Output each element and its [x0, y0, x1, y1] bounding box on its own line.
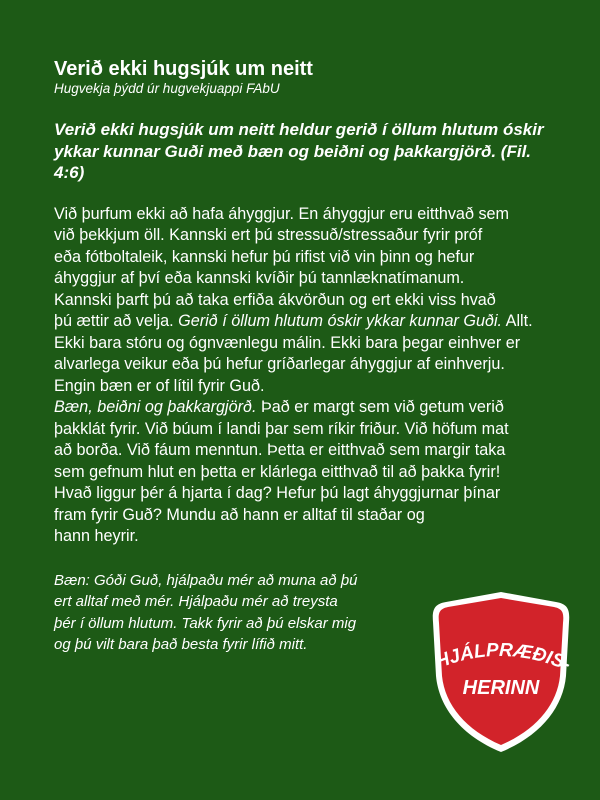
logo-text-arc: HJÁLPRÆÐIS- — [432, 639, 574, 676]
body-line: Við þurfum ekki að hafa áhyggjur. En áhyggjur eru eitthvað sem — [54, 204, 510, 223]
body-line: Hvað liggur þér á hjarta í dag? Hefur þú lagt áhyggjurnar þínar — [54, 484, 501, 502]
devotional-body — [54, 204, 574, 548]
body-line: við þekkjum öll. Kannski ert þú stressuð/stressaður fyrir próf — [54, 226, 483, 244]
devotional-page — [54, 58, 574, 656]
body-line: fram fyrir Guð? Mundu að hann er alltaf til staðar og — [54, 505, 425, 524]
body-text-span: Allt. — [502, 312, 533, 330]
prayer-line: Bæn: Góði Guð, hjálpaðu mér að muna að þú — [54, 571, 358, 589]
body-line: Kannski þarft þú að taka erfiða ákvörðun og ert ekki viss hvað — [54, 290, 496, 309]
page-title: Verið ekki hugsjúk um neitt — [54, 58, 313, 80]
prayer-line: ert alltaf með mér. Hjálpaðu mér að treysta — [54, 593, 338, 610]
body-line: eða fótboltaleik, kannski hefur þú rifist við vin þinn og hefur — [54, 247, 475, 266]
prayer-line: þér í öllum hlutum. Takk fyrir að þú elskar mig — [54, 614, 357, 632]
body-italic-quote: Gerið í öllum hlutum óskir ykkar kunnar Guði. — [178, 312, 503, 330]
body-line: þakklát fyrir. Við búum í landi þar sem ríkir friður. Við höfum mat — [54, 419, 509, 438]
page-subtitle: Hugvekja þýdd úr hugvekjuappi FAbU — [54, 81, 280, 96]
salvation-army-shield-logo — [428, 588, 574, 756]
body-line: sem gefnum hlut en þetta er klárlega eitthvað til að þakka fyrir! — [54, 462, 501, 481]
shield-inner — [439, 598, 564, 745]
body-line: Ekki bara stóru og ógnvænlegu málin. Ekki bara þegar einhver er — [54, 333, 521, 352]
body-text-span: Það er margt sem við getum verið — [256, 398, 504, 416]
body-line — [54, 397, 574, 419]
body-line: alvarlega veikur eða þú hefur gríðarlegar áhyggjur af einhverju. — [54, 355, 505, 373]
body-line — [54, 311, 574, 333]
body-line: að borða. Við fáum menntun. Þetta er eitthvað sem margir taka — [54, 441, 506, 459]
body-line: hann heyrir. — [54, 527, 139, 545]
prayer-line: og þú vilt bara það besta fyrir lífið mitt. — [54, 636, 308, 653]
prayer-text — [54, 570, 394, 656]
body-italic-quote: Bæn, beiðni og þakkargjörð. — [54, 398, 257, 416]
body-text-span: þú ættir að velja. — [54, 312, 179, 330]
body-line: Engin bæn er of lítil fyrir Guð. — [54, 376, 265, 395]
logo-text-line2: HERINN — [462, 677, 540, 699]
body-line: áhyggjur af því eða kannski kvíðir þú tannlæknatímanum. — [54, 269, 465, 287]
bible-verse: Verið ekki hugsjúk um neitt heldur gerið í öllum hlutum óskir ykkar kunnar Guði með bæn og beiðni og þakkargjörð. (Fil. 4:6) — [54, 120, 544, 182]
